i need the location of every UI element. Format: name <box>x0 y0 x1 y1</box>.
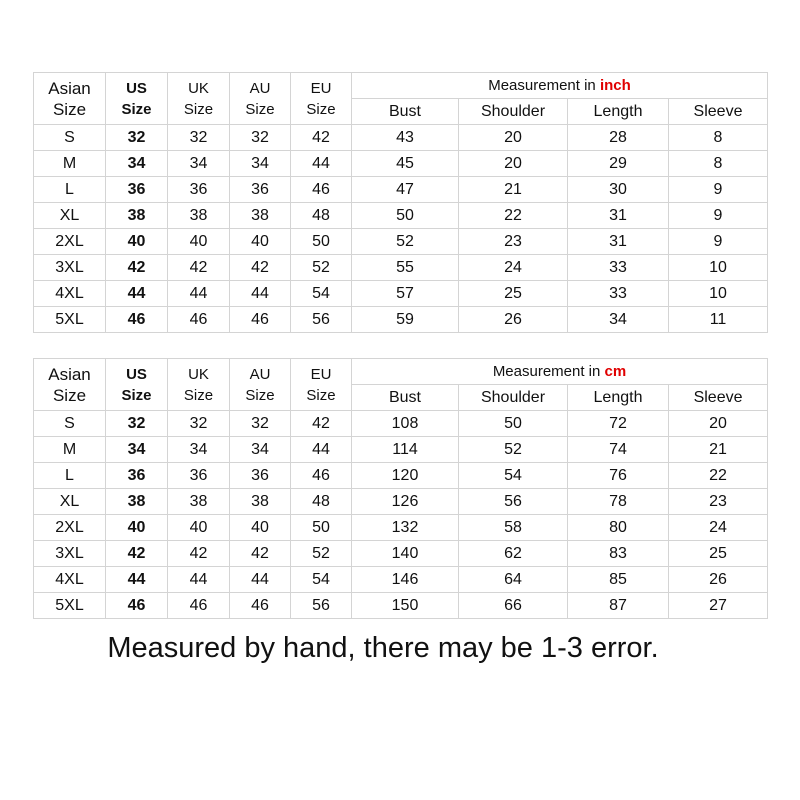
header-au-size <box>230 73 291 125</box>
cell-au-size: 32 <box>230 125 291 151</box>
header-text: Size <box>306 100 336 118</box>
cell-shoulder: 20 <box>459 151 568 177</box>
cell-uk-size: 32 <box>168 411 230 437</box>
header-length: Length <box>568 385 669 411</box>
cell-eu-size: 50 <box>291 229 352 255</box>
table-row <box>34 541 768 567</box>
header-measurement-unit <box>352 73 768 99</box>
cell-bust: 45 <box>352 151 459 177</box>
cell-asian-size: 5XL <box>34 593 106 619</box>
cell-length: 33 <box>568 281 669 307</box>
cell-length: 85 <box>568 567 669 593</box>
measurement-prefix: Measurement in <box>488 76 596 94</box>
header-text: Size <box>183 386 214 404</box>
cell-shoulder: 25 <box>459 281 568 307</box>
cell-sleeve: 21 <box>669 437 768 463</box>
cell-au-size: 42 <box>230 255 291 281</box>
cell-sleeve: 26 <box>669 567 768 593</box>
cell-asian-size: L <box>34 463 106 489</box>
cell-sleeve: 23 <box>669 489 768 515</box>
header-text: Size <box>121 100 152 118</box>
header-text: EU <box>310 79 332 97</box>
header-text: Asian <box>48 78 91 98</box>
cell-shoulder: 23 <box>459 229 568 255</box>
header-text: EU <box>310 365 332 383</box>
header-us-size <box>106 359 168 411</box>
header-text: US <box>126 365 147 383</box>
cell-au-size: 44 <box>230 281 291 307</box>
cell-sleeve: 10 <box>669 255 768 281</box>
cell-au-size: 46 <box>230 593 291 619</box>
cell-length: 31 <box>568 229 669 255</box>
header-row <box>34 359 768 385</box>
cell-asian-size: 2XL <box>34 229 106 255</box>
cell-uk-size: 46 <box>168 307 230 333</box>
cell-uk-size: 34 <box>168 437 230 463</box>
cell-eu-size: 52 <box>291 541 352 567</box>
cell-us-size: 34 <box>106 151 168 177</box>
table-row <box>34 411 768 437</box>
cell-length: 33 <box>568 255 669 281</box>
header-asian-size <box>34 359 106 411</box>
cell-bust: 50 <box>352 203 459 229</box>
cell-length: 74 <box>568 437 669 463</box>
measurement-note: Measured by hand, there may be 1-3 error. <box>107 632 659 664</box>
header-bust: Bust <box>352 99 459 125</box>
cell-us-size: 36 <box>106 463 168 489</box>
table-row <box>34 437 768 463</box>
cell-asian-size: XL <box>34 489 106 515</box>
cell-asian-size: 2XL <box>34 515 106 541</box>
header-text: US <box>126 79 147 97</box>
cell-asian-size: M <box>34 151 106 177</box>
cell-au-size: 32 <box>230 411 291 437</box>
cell-us-size: 42 <box>106 541 168 567</box>
unit-label: inch <box>599 76 631 94</box>
cell-asian-size: 4XL <box>34 567 106 593</box>
cell-au-size: 34 <box>230 151 291 177</box>
cell-uk-size: 38 <box>168 489 230 515</box>
cell-bust: 120 <box>352 463 459 489</box>
size-chart-cm <box>33 358 768 619</box>
header-text: UK <box>188 365 209 383</box>
cell-shoulder: 52 <box>459 437 568 463</box>
cell-us-size: 36 <box>106 177 168 203</box>
cell-us-size: 34 <box>106 437 168 463</box>
cell-shoulder: 62 <box>459 541 568 567</box>
cell-us-size: 44 <box>106 281 168 307</box>
cell-eu-size: 46 <box>291 177 352 203</box>
cell-asian-size: S <box>34 411 106 437</box>
cell-bust: 140 <box>352 541 459 567</box>
cell-au-size: 36 <box>230 177 291 203</box>
cell-uk-size: 44 <box>168 281 230 307</box>
table-row <box>34 177 768 203</box>
table-row <box>34 203 768 229</box>
cell-au-size: 34 <box>230 437 291 463</box>
cell-eu-size: 46 <box>291 463 352 489</box>
size-chart-inch-body <box>34 73 768 333</box>
cell-bust: 59 <box>352 307 459 333</box>
cell-eu-size: 42 <box>291 411 352 437</box>
cell-sleeve: 22 <box>669 463 768 489</box>
cell-bust: 108 <box>352 411 459 437</box>
cell-length: 30 <box>568 177 669 203</box>
cell-bust: 132 <box>352 515 459 541</box>
size-chart-cm-body <box>34 359 768 619</box>
cell-length: 80 <box>568 515 669 541</box>
unit-label: cm <box>604 362 627 380</box>
cell-eu-size: 44 <box>291 151 352 177</box>
header-uk-size <box>168 359 230 411</box>
header-sleeve: Sleeve <box>669 385 768 411</box>
cell-shoulder: 56 <box>459 489 568 515</box>
header-asian-size <box>34 73 106 125</box>
cell-bust: 47 <box>352 177 459 203</box>
table-row <box>34 593 768 619</box>
cell-us-size: 38 <box>106 489 168 515</box>
header-sleeve: Sleeve <box>669 99 768 125</box>
header-text: Size <box>52 385 87 405</box>
cell-uk-size: 42 <box>168 541 230 567</box>
cell-length: 83 <box>568 541 669 567</box>
cell-us-size: 42 <box>106 255 168 281</box>
cell-bust: 150 <box>352 593 459 619</box>
cell-sleeve: 10 <box>669 281 768 307</box>
table-row <box>34 255 768 281</box>
cell-asian-size: 5XL <box>34 307 106 333</box>
cell-sleeve: 8 <box>669 125 768 151</box>
cell-eu-size: 54 <box>291 281 352 307</box>
header-text: Size <box>121 386 152 404</box>
cell-au-size: 42 <box>230 541 291 567</box>
cell-bust: 57 <box>352 281 459 307</box>
cell-shoulder: 64 <box>459 567 568 593</box>
header-eu-size <box>291 73 352 125</box>
header-row <box>34 73 768 99</box>
cell-bust: 43 <box>352 125 459 151</box>
header-us-size <box>106 73 168 125</box>
cell-length: 28 <box>568 125 669 151</box>
cell-eu-size: 54 <box>291 567 352 593</box>
cell-sleeve: 24 <box>669 515 768 541</box>
header-text: AU <box>249 365 271 383</box>
cell-length: 87 <box>568 593 669 619</box>
header-measurement-unit <box>352 359 768 385</box>
cell-us-size: 38 <box>106 203 168 229</box>
cell-eu-size: 56 <box>291 307 352 333</box>
table-row <box>34 281 768 307</box>
cell-asian-size: 3XL <box>34 541 106 567</box>
cell-sleeve: 9 <box>669 229 768 255</box>
cell-bust: 52 <box>352 229 459 255</box>
cell-uk-size: 40 <box>168 229 230 255</box>
table-row <box>34 151 768 177</box>
cell-asian-size: 3XL <box>34 255 106 281</box>
cell-bust: 55 <box>352 255 459 281</box>
cell-shoulder: 26 <box>459 307 568 333</box>
cell-uk-size: 44 <box>168 567 230 593</box>
cell-eu-size: 56 <box>291 593 352 619</box>
cell-uk-size: 36 <box>168 177 230 203</box>
cell-eu-size: 48 <box>291 203 352 229</box>
cell-eu-size: 52 <box>291 255 352 281</box>
header-text: Size <box>245 100 275 118</box>
table-row <box>34 515 768 541</box>
cell-shoulder: 24 <box>459 255 568 281</box>
cell-au-size: 46 <box>230 307 291 333</box>
header-text: UK <box>188 79 209 97</box>
cell-uk-size: 38 <box>168 203 230 229</box>
header-text: Size <box>245 386 275 404</box>
header-text: Size <box>306 386 336 404</box>
size-chart-inch <box>33 72 768 333</box>
header-text: Asian <box>48 364 91 384</box>
cell-shoulder: 20 <box>459 125 568 151</box>
header-au-size <box>230 359 291 411</box>
cell-asian-size: M <box>34 437 106 463</box>
cell-sleeve: 8 <box>669 151 768 177</box>
cell-us-size: 44 <box>106 567 168 593</box>
cell-shoulder: 58 <box>459 515 568 541</box>
cell-us-size: 40 <box>106 515 168 541</box>
cell-length: 72 <box>568 411 669 437</box>
cell-us-size: 40 <box>106 229 168 255</box>
cell-asian-size: L <box>34 177 106 203</box>
header-bust: Bust <box>352 385 459 411</box>
cell-asian-size: 4XL <box>34 281 106 307</box>
cell-us-size: 46 <box>106 307 168 333</box>
cell-au-size: 36 <box>230 463 291 489</box>
cell-au-size: 38 <box>230 489 291 515</box>
header-length: Length <box>568 99 669 125</box>
header-uk-size <box>168 73 230 125</box>
cell-uk-size: 42 <box>168 255 230 281</box>
cell-eu-size: 42 <box>291 125 352 151</box>
cell-shoulder: 54 <box>459 463 568 489</box>
cell-length: 31 <box>568 203 669 229</box>
cell-uk-size: 36 <box>168 463 230 489</box>
measurement-prefix: Measurement in <box>492 362 601 380</box>
cell-bust: 126 <box>352 489 459 515</box>
header-eu-size <box>291 359 352 411</box>
cell-sleeve: 20 <box>669 411 768 437</box>
cell-us-size: 32 <box>106 411 168 437</box>
cell-sleeve: 9 <box>669 203 768 229</box>
table-row <box>34 463 768 489</box>
cell-bust: 114 <box>352 437 459 463</box>
cell-au-size: 40 <box>230 229 291 255</box>
cell-shoulder: 50 <box>459 411 568 437</box>
cell-asian-size: S <box>34 125 106 151</box>
header-shoulder: Shoulder <box>459 99 568 125</box>
header-text: AU <box>249 79 271 97</box>
header-text: Size <box>52 99 87 119</box>
cell-length: 78 <box>568 489 669 515</box>
cell-shoulder: 21 <box>459 177 568 203</box>
table-row <box>34 229 768 255</box>
cell-sleeve: 27 <box>669 593 768 619</box>
cell-length: 29 <box>568 151 669 177</box>
cell-length: 76 <box>568 463 669 489</box>
table-row <box>34 125 768 151</box>
cell-uk-size: 34 <box>168 151 230 177</box>
table-row <box>34 307 768 333</box>
cell-shoulder: 22 <box>459 203 568 229</box>
header-shoulder: Shoulder <box>459 385 568 411</box>
cell-eu-size: 48 <box>291 489 352 515</box>
cell-au-size: 38 <box>230 203 291 229</box>
cell-uk-size: 40 <box>168 515 230 541</box>
cell-sleeve: 9 <box>669 177 768 203</box>
cell-uk-size: 46 <box>168 593 230 619</box>
cell-asian-size: XL <box>34 203 106 229</box>
table-row <box>34 567 768 593</box>
cell-us-size: 32 <box>106 125 168 151</box>
cell-bust: 146 <box>352 567 459 593</box>
cell-eu-size: 50 <box>291 515 352 541</box>
cell-uk-size: 32 <box>168 125 230 151</box>
cell-sleeve: 25 <box>669 541 768 567</box>
cell-au-size: 44 <box>230 567 291 593</box>
cell-shoulder: 66 <box>459 593 568 619</box>
header-text: Size <box>183 100 214 118</box>
cell-eu-size: 44 <box>291 437 352 463</box>
table-row <box>34 489 768 515</box>
cell-length: 34 <box>568 307 669 333</box>
cell-sleeve: 11 <box>669 307 768 333</box>
cell-us-size: 46 <box>106 593 168 619</box>
cell-au-size: 40 <box>230 515 291 541</box>
